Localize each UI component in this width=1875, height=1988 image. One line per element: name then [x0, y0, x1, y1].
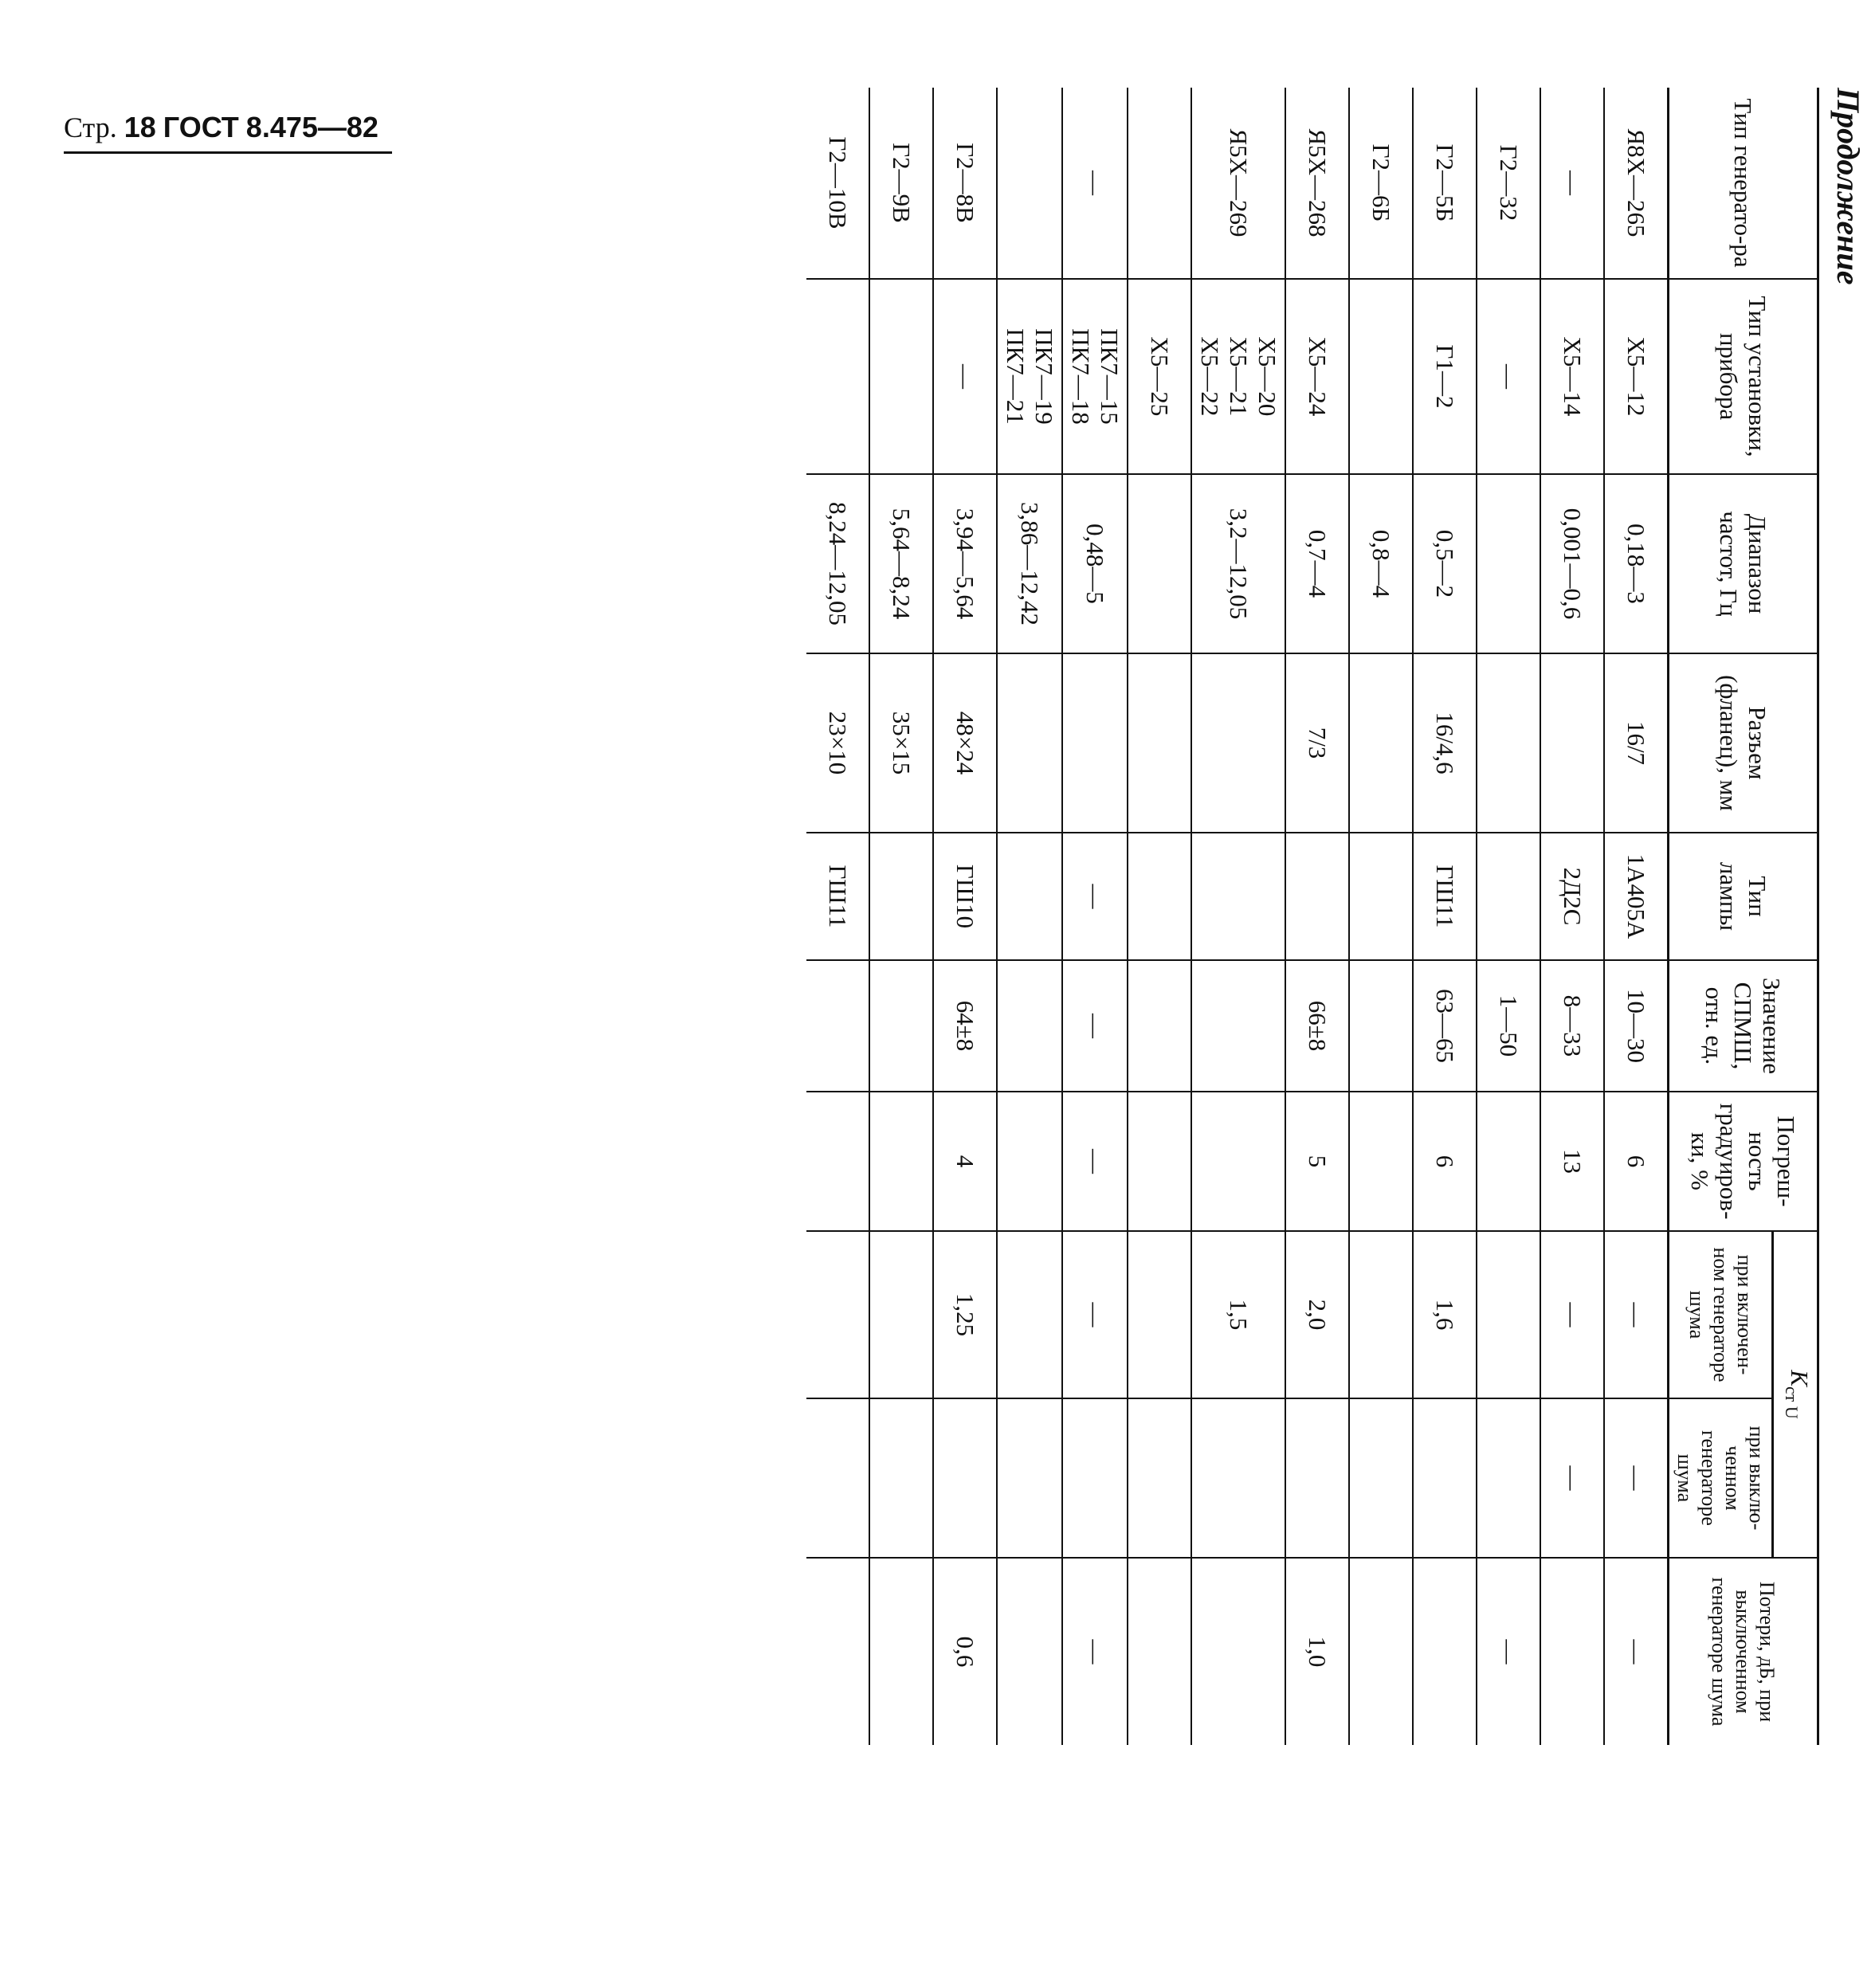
cell-spmsh: 10—30 [1604, 960, 1669, 1092]
cell-spmsh [1349, 960, 1413, 1092]
cell-spmsh [806, 960, 869, 1092]
cell-kst-off [1191, 1398, 1285, 1558]
cell-losses: 1,0 [1285, 1558, 1349, 1745]
cell-frequency: 0,001—0,6 [1540, 474, 1604, 653]
cell-kst-off [1062, 1398, 1128, 1558]
cell-spmsh [1191, 960, 1285, 1092]
cell-generator: Г2—5Б [1413, 88, 1477, 279]
cell-lamp [1191, 833, 1285, 960]
cell-kst-on [1349, 1231, 1413, 1398]
cell-generator: Г2—8В [933, 88, 997, 279]
cell-connector [1128, 653, 1191, 833]
cell-kst-on [1477, 1231, 1540, 1398]
header-generator-type: Тип генерато-ра [1668, 88, 1818, 279]
table-row [997, 88, 1062, 1745]
cell-installation: Х5—20 Х5—21 Х5—22 [1191, 279, 1285, 474]
cell-generator: Г2—32 [1477, 88, 1540, 279]
cell-installation: ПК7—19 ПК7—21 [997, 279, 1062, 474]
table-row [1413, 88, 1477, 1745]
table-row [1604, 88, 1669, 1745]
specs-table [806, 88, 1819, 1745]
cell-connector [1349, 653, 1413, 833]
table-row [1062, 88, 1128, 1745]
cell-lamp [1477, 833, 1540, 960]
cell-connector [1062, 653, 1128, 833]
cell-error: 4 [933, 1092, 997, 1231]
cell-frequency: 0,8—4 [1349, 474, 1413, 653]
continuation-label: Продолжение [1830, 88, 1866, 285]
cell-connector: 48×24 [933, 653, 997, 833]
cell-kst-on [1128, 1231, 1191, 1398]
cell-kst-off [1477, 1398, 1540, 1558]
cell-kst-on: — [1062, 1231, 1128, 1398]
header-kst [1772, 1231, 1818, 1558]
cell-installation: Х5—14 [1540, 279, 1604, 474]
cell-spmsh [869, 960, 933, 1092]
cell-kst-off [869, 1398, 933, 1558]
cell-generator: Я8Х—265 [1604, 88, 1669, 279]
cell-spmsh [997, 960, 1062, 1092]
cell-losses [1349, 1558, 1413, 1745]
cell-generator: — [1540, 88, 1604, 279]
cell-frequency [1128, 474, 1191, 653]
cell-generator [1128, 88, 1191, 279]
cell-frequency: 0,5—2 [1413, 474, 1477, 653]
cell-kst-on: 1,5 [1191, 1231, 1285, 1398]
cell-error [869, 1092, 933, 1231]
header-lamp-type: Тип лампы [1668, 833, 1818, 960]
header-frequency-range: Диапазон частот, Гц [1668, 474, 1818, 653]
cell-frequency [1477, 474, 1540, 653]
cell-lamp: ГШ11 [806, 833, 869, 960]
cell-kst-off: — [1604, 1398, 1669, 1558]
cell-losses: — [1477, 1558, 1540, 1745]
cell-connector: 7/3 [1285, 653, 1349, 833]
cell-lamp: 2Д2С [1540, 833, 1604, 960]
cell-connector [1191, 653, 1285, 833]
cell-installation: Х5—12 [1604, 279, 1669, 474]
cell-frequency: 3,86—12,42 [997, 474, 1062, 653]
cell-generator: Г2—6Б [1349, 88, 1413, 279]
cell-installation: — [1477, 279, 1540, 474]
cell-generator [997, 88, 1062, 279]
header-kst-off: при выклю-ченном генераторе шума [1668, 1398, 1772, 1558]
cell-losses [806, 1558, 869, 1745]
cell-connector [997, 653, 1062, 833]
cell-kst-on: 2,0 [1285, 1231, 1349, 1398]
cell-lamp: 1А405А [1604, 833, 1669, 960]
cell-connector: 16/7 [1604, 653, 1669, 833]
page-prefix: Стр. [64, 112, 117, 143]
cell-kst-off [1128, 1398, 1191, 1558]
cell-installation: Х5—24 [1285, 279, 1349, 474]
table-row [869, 88, 933, 1745]
header-installation-type: Тип установки, прибора [1668, 279, 1818, 474]
table-row [1191, 88, 1285, 1745]
cell-generator: Г2—10В [806, 88, 869, 279]
cell-losses [1128, 1558, 1191, 1745]
cell-installation: ПК7—15 ПК7—18 [1062, 279, 1128, 474]
table-row [806, 88, 869, 1745]
header-kst-on: при включен-ном генераторе шума [1668, 1231, 1772, 1398]
cell-kst-on: 1,25 [933, 1231, 997, 1398]
cell-losses [997, 1558, 1062, 1745]
cell-kst-off [1349, 1398, 1413, 1558]
cell-error [806, 1092, 869, 1231]
cell-frequency: 8,24—12,05 [806, 474, 869, 653]
cell-connector: 35×15 [869, 653, 933, 833]
header-calibration-error: Погреш-ность градуиров-ки, % [1668, 1092, 1818, 1231]
cell-error: 5 [1285, 1092, 1349, 1231]
cell-error [1128, 1092, 1191, 1231]
cell-spmsh [1128, 960, 1191, 1092]
cell-frequency: 3,2—12,05 [1191, 474, 1285, 653]
cell-generator: — [1062, 88, 1128, 279]
standard-label: ГОСТ [163, 111, 239, 143]
cell-frequency: 5,64—8,24 [869, 474, 933, 653]
cell-losses [1540, 1558, 1604, 1745]
cell-installation [806, 279, 869, 474]
cell-error [1349, 1092, 1413, 1231]
cell-error: 13 [1540, 1092, 1604, 1231]
cell-error: 6 [1413, 1092, 1477, 1231]
cell-kst-on [869, 1231, 933, 1398]
cell-lamp: ГШ10 [933, 833, 997, 960]
cell-frequency: 0,18—3 [1604, 474, 1669, 653]
cell-kst-off: — [1540, 1398, 1604, 1558]
cell-installation [1349, 279, 1413, 474]
cell-spmsh: 1—50 [1477, 960, 1540, 1092]
header-connector: Разъем (фланец), мм [1668, 653, 1818, 833]
cell-connector [1540, 653, 1604, 833]
cell-spmsh: 64±8 [933, 960, 997, 1092]
table-row [1477, 88, 1540, 1745]
page-header [64, 110, 379, 145]
cell-lamp: — [1062, 833, 1128, 960]
kst-symbol: K [1786, 1370, 1814, 1386]
cell-installation: Г1—2 [1413, 279, 1477, 474]
kst-subscript: ст U [1781, 1386, 1802, 1419]
cell-losses [1413, 1558, 1477, 1745]
cell-error [1477, 1092, 1540, 1231]
cell-lamp [869, 833, 933, 960]
header-losses: Потери, дБ, при выключенном генераторе шума [1668, 1558, 1818, 1745]
cell-kst-off [806, 1398, 869, 1558]
cell-lamp [997, 833, 1062, 960]
cell-frequency: 0,7—4 [1285, 474, 1349, 653]
table-row [1128, 88, 1191, 1745]
cell-lamp [1285, 833, 1349, 960]
cell-kst-on [997, 1231, 1062, 1398]
cell-installation [869, 279, 933, 474]
page-number: 18 [124, 111, 156, 143]
cell-connector: 23×10 [806, 653, 869, 833]
cell-error: — [1062, 1092, 1128, 1231]
cell-connector: 16/4,6 [1413, 653, 1477, 833]
cell-installation: Х5—25 [1128, 279, 1191, 474]
cell-losses: 0,6 [933, 1558, 997, 1745]
header-spmsh-value: Значение СПМШ, отн. ед. [1668, 960, 1818, 1092]
standard-number: 8.475—82 [245, 111, 379, 143]
cell-spmsh: 8—33 [1540, 960, 1604, 1092]
cell-spmsh: — [1062, 960, 1128, 1092]
cell-connector [1477, 653, 1540, 833]
table-row [1540, 88, 1604, 1745]
cell-lamp [1128, 833, 1191, 960]
cell-error [997, 1092, 1062, 1231]
cell-generator: Я5Х—268 [1285, 88, 1349, 279]
cell-kst-on [806, 1231, 869, 1398]
cell-generator: Я5Х—269 [1191, 88, 1285, 279]
rotated-table-block [783, 88, 1875, 1745]
header-row [1772, 88, 1818, 1745]
cell-losses [869, 1558, 933, 1745]
cell-losses: — [1062, 1558, 1128, 1745]
cell-losses [1191, 1558, 1285, 1745]
header-underline [64, 151, 392, 154]
cell-kst-on: — [1604, 1231, 1669, 1398]
table-row [933, 88, 997, 1745]
cell-kst-on: 1,6 [1413, 1231, 1477, 1398]
cell-generator: Г2—9В [869, 88, 933, 279]
cell-frequency: 0,48—5 [1062, 474, 1128, 653]
cell-kst-off [1413, 1398, 1477, 1558]
cell-error: 6 [1604, 1092, 1669, 1231]
cell-frequency: 3,94—5,64 [933, 474, 997, 653]
cell-spmsh: 66±8 [1285, 960, 1349, 1092]
cell-lamp [1349, 833, 1413, 960]
table-row [1285, 88, 1349, 1745]
cell-kst-on: — [1540, 1231, 1604, 1398]
cell-kst-off [997, 1398, 1062, 1558]
cell-error [1191, 1092, 1285, 1231]
cell-kst-off [1285, 1398, 1349, 1558]
cell-lamp: ГШ11 [1413, 833, 1477, 960]
cell-kst-off [933, 1398, 997, 1558]
cell-losses: — [1604, 1558, 1669, 1745]
table-row [1349, 88, 1413, 1745]
cell-spmsh: 63—65 [1413, 960, 1477, 1092]
cell-installation: — [933, 279, 997, 474]
